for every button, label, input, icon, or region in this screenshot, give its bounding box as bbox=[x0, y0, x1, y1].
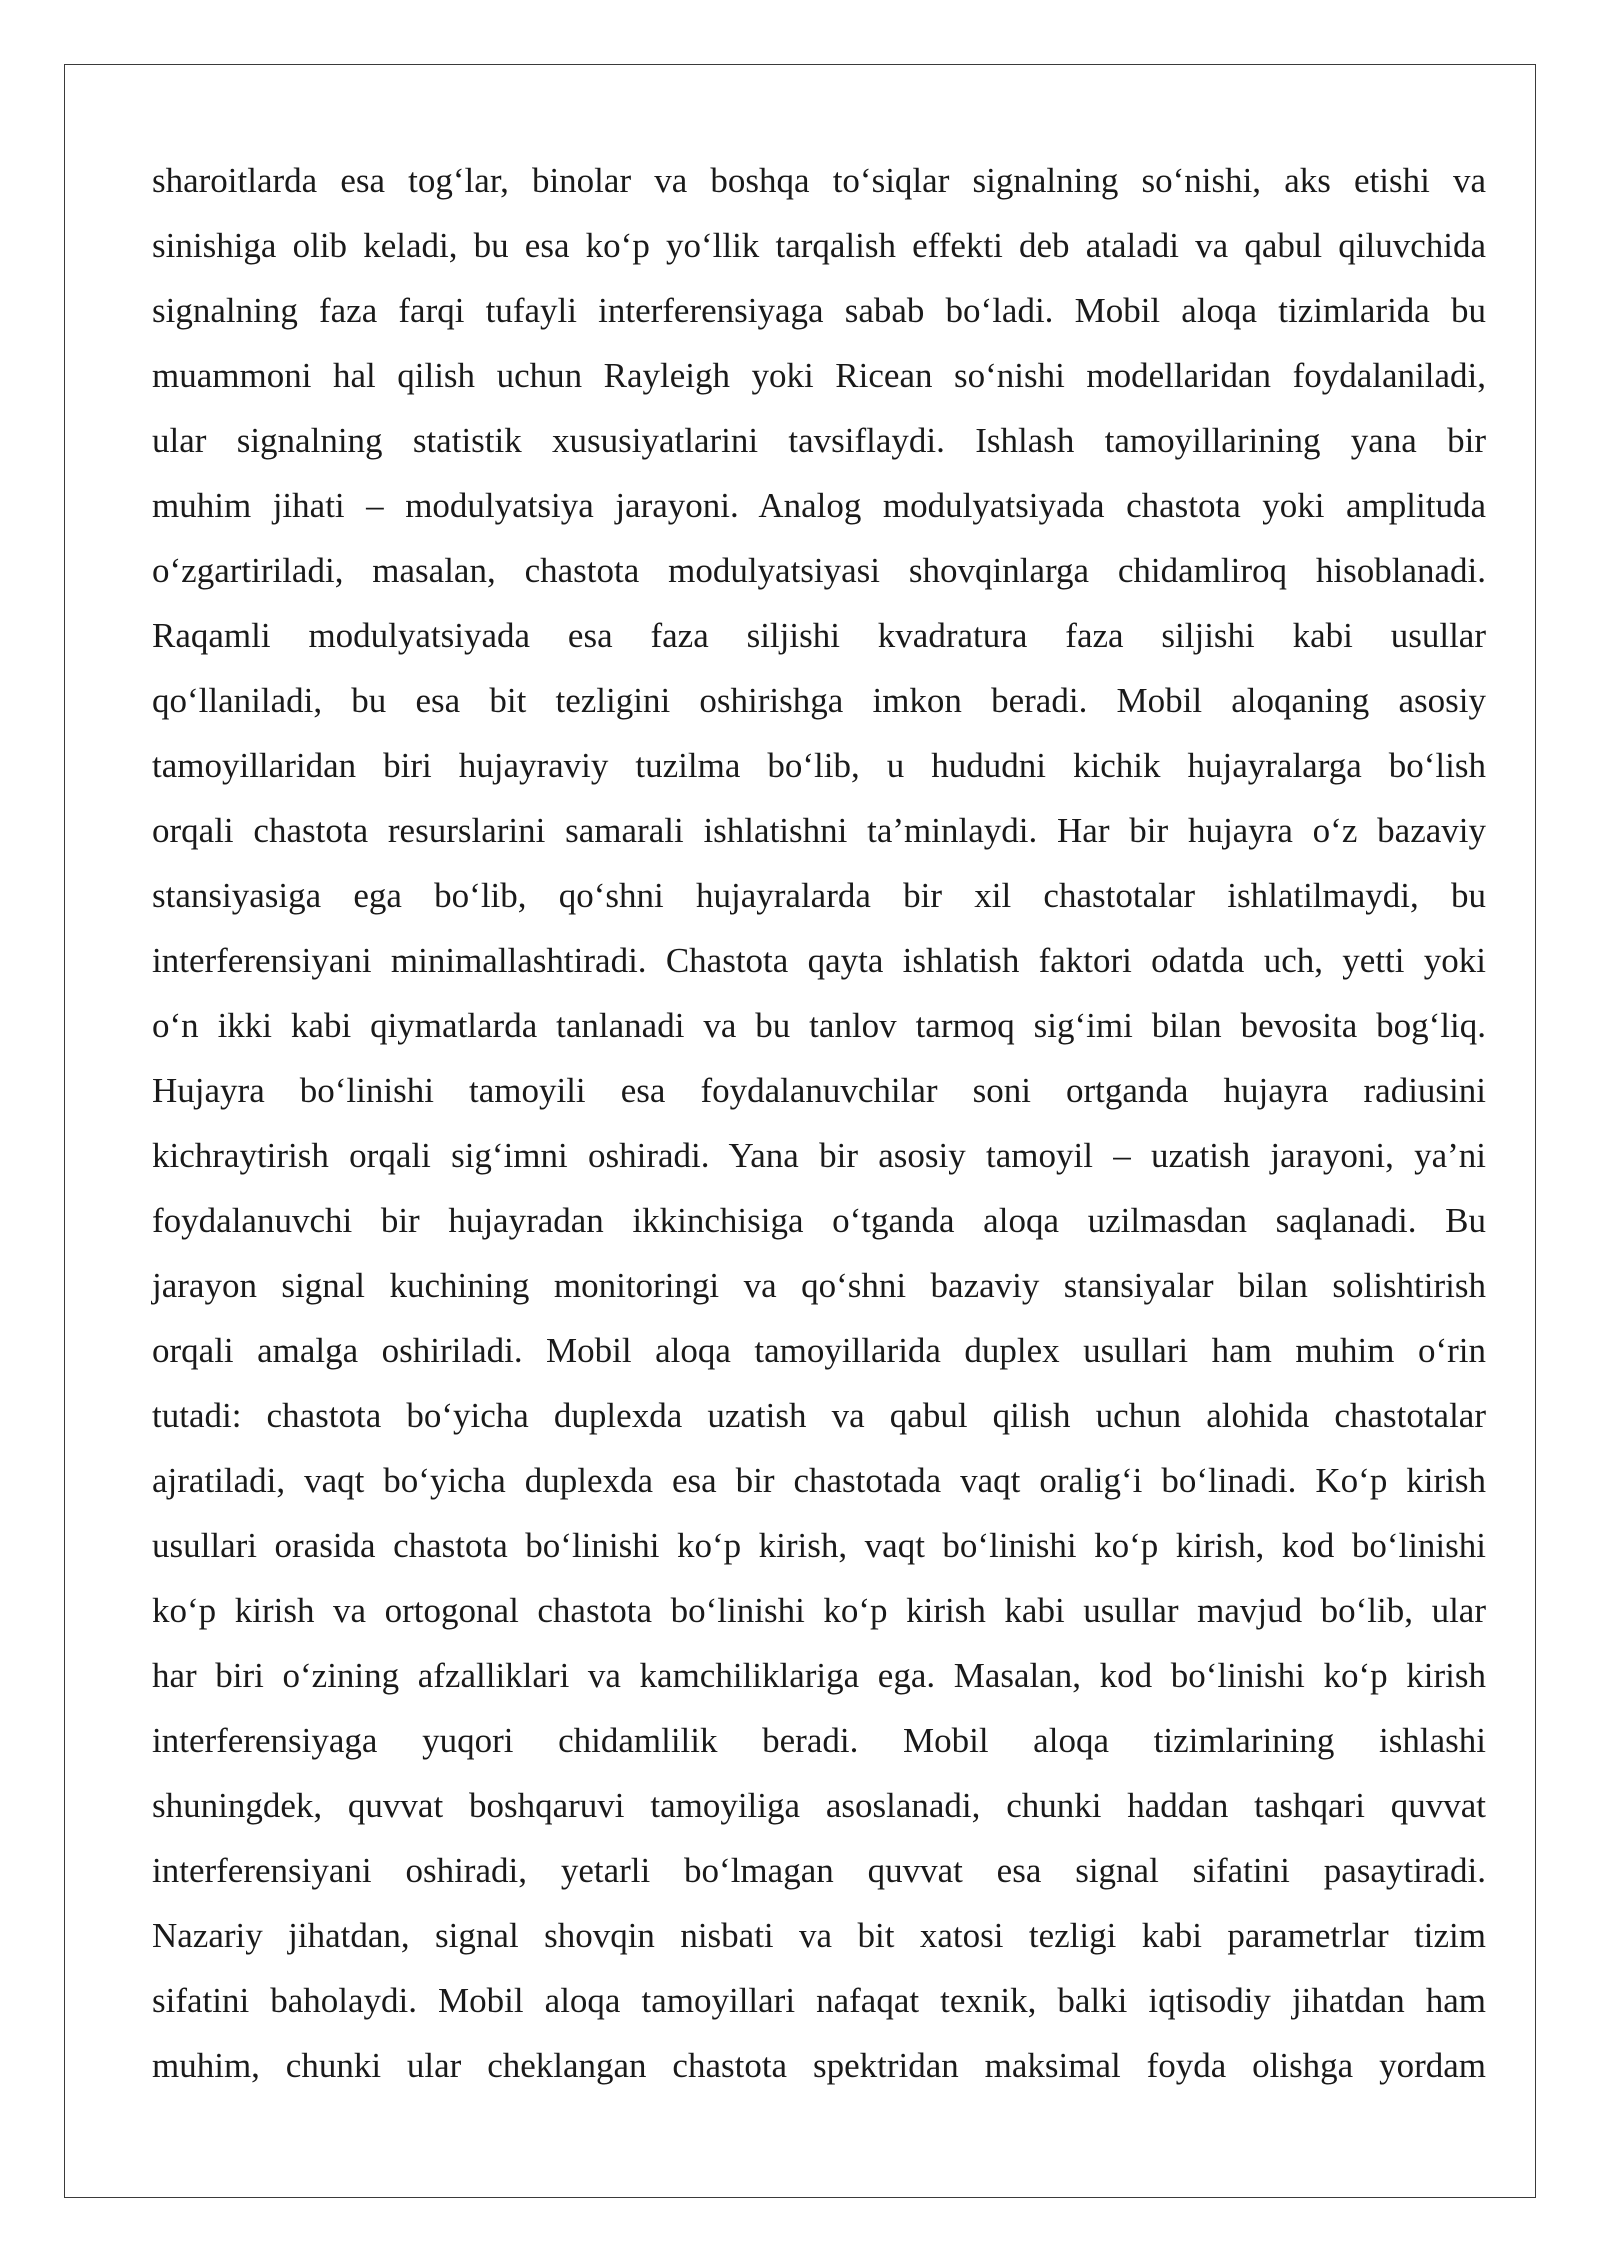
body-paragraph bbox=[152, 148, 1486, 2098]
text-line-28: Nazariy jihatdan, signal shovqin nisbati va bit xatosi tezligi kabi parametrlar tizim bbox=[152, 1916, 1486, 1955]
text-line-20: tutadi: chastota bo‘yicha duplexda uzatish va qabul qilish uchun alohida chastotalar bbox=[152, 1396, 1486, 1435]
text-line-11: orqali chastota resurslarini samarali ishlatishni ta’minlaydi. Har bir hujayra o‘z bazaviy bbox=[152, 811, 1486, 850]
text-line-13: interferensiyani minimallashtiradi. Chastota qayta ishlatish faktori odatda uch, yetti yoki bbox=[152, 941, 1486, 980]
text-line-25: interferensiyaga yuqori chidamlilik beradi. Mobil aloqa tizimlarining ishlashi bbox=[152, 1721, 1486, 1760]
text-line-4: muammoni hal qilish uchun Rayleigh yoki Ricean so‘nishi modellaridan foydalaniladi, bbox=[152, 356, 1486, 395]
text-line-16: kichraytirish orqali sig‘imni oshiradi. Yana bir asosiy tamoyil – uzatish jarayoni, ya’ni bbox=[152, 1136, 1486, 1175]
text-line-8: Raqamli modulyatsiyada esa faza siljishi kvadratura faza siljishi kabi usullar bbox=[152, 616, 1486, 655]
text-line-7: o‘zgartiriladi, masalan, chastota modulyatsiyasi shovqinlarga chidamliroq hisoblanadi. bbox=[152, 551, 1486, 590]
text-line-30: muhim, chunki ular cheklangan chastota spektridan maksimal foyda olishga yordam bbox=[152, 2046, 1486, 2085]
text-line-23: ko‘p kirish va ortogonal chastota bo‘linishi ko‘p kirish kabi usullar mavjud bo‘lib, ular bbox=[152, 1591, 1486, 1630]
text-line-19: orqali amalga oshiriladi. Mobil aloqa tamoyillarida duplex usullari ham muhim o‘rin bbox=[152, 1331, 1486, 1370]
text-line-29: sifatini baholaydi. Mobil aloqa tamoyillari nafaqat texnik, balki iqtisodiy jihatdan ham bbox=[152, 1981, 1486, 2020]
text-line-26: shuningdek, quvvat boshqaruvi tamoyiliga asoslanadi, chunki haddan tashqari quvvat bbox=[152, 1786, 1486, 1825]
text-line-10: tamoyillaridan biri hujayraviy tuzilma bo‘lib, u hududni kichik hujayralarga bo‘lish bbox=[152, 746, 1486, 785]
text-line-2: sinishiga olib keladi, bu esa ko‘p yo‘llik tarqalish effekti deb ataladi va qabul qiluvchida bbox=[152, 226, 1486, 265]
text-line-3: signalning faza farqi tufayli interferensiyaga sabab bo‘ladi. Mobil aloqa tizimlarida bu bbox=[152, 291, 1486, 330]
text-line-1: sharoitlarda esa tog‘lar, binolar va boshqa to‘siqlar signalning so‘nishi, aks etishi va bbox=[152, 161, 1486, 200]
text-line-5: ular signalning statistik xususiyatlarini tavsiflaydi. Ishlash tamoyillarining yana bir bbox=[152, 421, 1486, 460]
text-line-22: usullari orasida chastota bo‘linishi ko‘p kirish, vaqt bo‘linishi ko‘p kirish, kod bo‘linishi bbox=[152, 1526, 1486, 1565]
text-line-6: muhim jihati – modulyatsiya jarayoni. Analog modulyatsiyada chastota yoki amplituda bbox=[152, 486, 1486, 525]
text-line-14: o‘n ikki kabi qiymatlarda tanlanadi va bu tanlov tarmoq sig‘imi bilan bevosita bog‘liq. bbox=[152, 1006, 1486, 1045]
text-line-21: ajratiladi, vaqt bo‘yicha duplexda esa bir chastotada vaqt oralig‘i bo‘linadi. Ko‘p kirish bbox=[152, 1461, 1486, 1500]
text-line-15: Hujayra bo‘linishi tamoyili esa foydalanuvchilar soni ortganda hujayra radiusini bbox=[152, 1071, 1486, 1110]
text-line-27: interferensiyani oshiradi, yetarli bo‘lmagan quvvat esa signal sifatini pasaytiradi. bbox=[152, 1851, 1486, 1890]
text-line-12: stansiyasiga ega bo‘lib, qo‘shni hujayralarda bir xil chastotalar ishlatilmaydi, bu bbox=[152, 876, 1486, 915]
text-line-18: jarayon signal kuchining monitoringi va qo‘shni bazaviy stansiyalar bilan solishtirish bbox=[152, 1266, 1486, 1305]
text-line-24: har biri o‘zining afzalliklari va kamchiliklariga ega. Masalan, kod bo‘linishi ko‘p kirish bbox=[152, 1656, 1486, 1695]
text-line-9: qo‘llaniladi, bu esa bit tezligini oshirishga imkon beradi. Mobil aloqaning asosiy bbox=[152, 681, 1486, 720]
text-line-17: foydalanuvchi bir hujayradan ikkinchisiga o‘tganda aloqa uzilmasdan saqlanadi. Bu bbox=[152, 1201, 1486, 1240]
